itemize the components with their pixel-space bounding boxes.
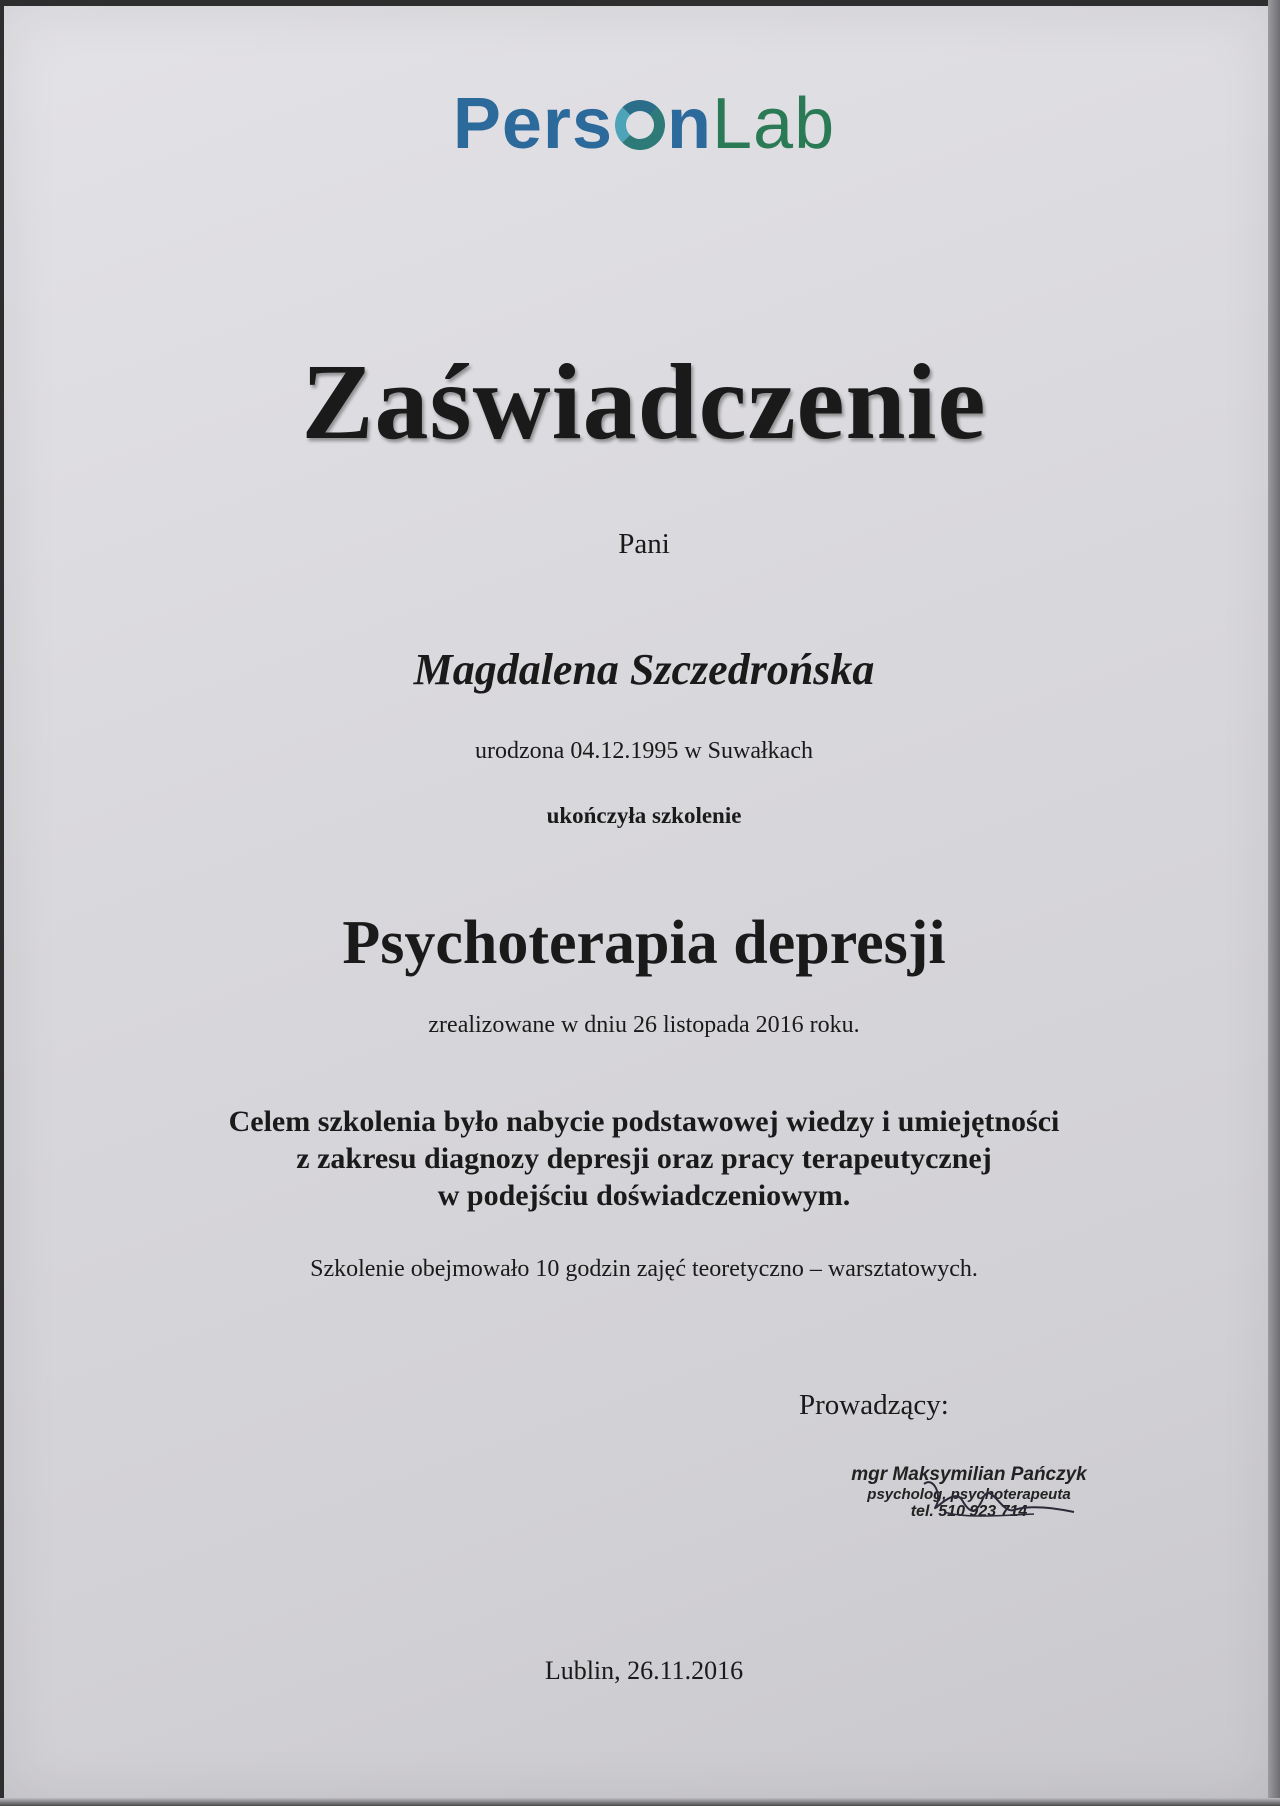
recipient-name: Magdalena Szczedrońska — [413, 645, 875, 694]
course-goal — [4, 1104, 1280, 1215]
personlab-logo — [4, 84, 1280, 164]
course-hours: Szkolenie obejmowało 10 godzin zajęć teoretyczno – warsztatowych. — [310, 1256, 978, 1282]
stamp-profession: psycholog, psychoterapeuta — [867, 1485, 1071, 1503]
course-title: Psychoterapia depresji — [342, 909, 946, 977]
certificate-title: Zaświadczenie — [301, 343, 987, 462]
logo-text-part1: Pers — [452, 84, 613, 164]
birth-info: urodzona 04.12.1995 w Suwałkach — [475, 738, 813, 764]
logo-text-part2: n — [667, 84, 712, 164]
stamp-name: mgr Maksymilian Pańczyk — [851, 1464, 1087, 1485]
logo-ring-icon — [615, 100, 665, 150]
paper-edge-shadow — [1268, 0, 1280, 1806]
stamp-phone: tel. 510 923 714 — [910, 1503, 1028, 1521]
course-goal-line: z zakresu diagnozy depresji oraz pracy terapeutycznej — [296, 1141, 992, 1175]
place-and-date: Lublin, 26.11.2016 — [544, 1656, 744, 1685]
logo-text-part3: Lab — [711, 84, 836, 164]
salutation: Pani — [618, 528, 670, 560]
course-goal-line: w podejściu doświadczeniowym. — [437, 1178, 851, 1212]
handwritten-signature — [884, 1466, 1094, 1536]
course-goal-line: Celem szkolenia było nabycie podstawowej wiedzy i umiejętności — [228, 1105, 1060, 1138]
presenter-label: Prowadzący: — [799, 1389, 949, 1421]
completed-text: ukończyła szkolenie — [546, 803, 742, 828]
certificate-paper — [4, 6, 1274, 1800]
table-edge — [0, 1798, 1280, 1806]
realization-date-text: zrealizowane w dniu 26 listopada 2016 roku. — [428, 1012, 860, 1038]
